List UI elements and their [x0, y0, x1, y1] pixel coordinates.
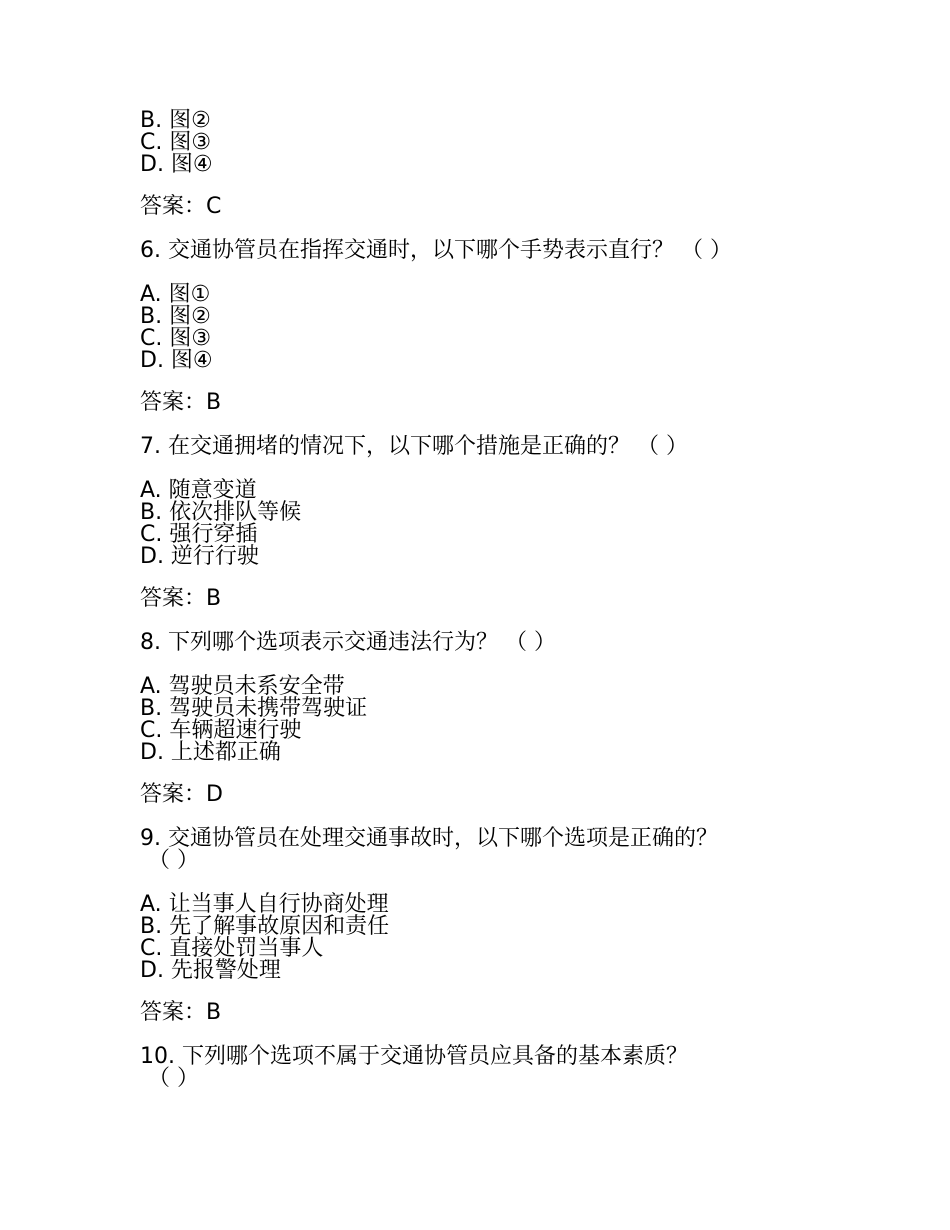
question-6: 6. 交通协管员在指挥交通时，以下哪个手势表示直行？ （ ）: [140, 238, 732, 263]
q6-answer: 答案：B: [140, 390, 222, 415]
answer: 答案：C: [140, 194, 222, 219]
q7-answer: 答案：B: [140, 586, 222, 611]
q8-option-c: C. 车辆超速行驶: [140, 718, 302, 743]
question-10-blank: （ ）: [148, 1066, 199, 1091]
question-10: 10. 下列哪个选项不属于交通协管员应具备的基本素质？: [140, 1044, 688, 1069]
q9-option-a: A. 让当事人自行协商处理: [140, 892, 389, 917]
q7-option-d: D. 逆行行驶: [140, 544, 259, 569]
option-c: C. 图③: [140, 130, 212, 155]
q6-option-b: B. 图②: [140, 304, 211, 329]
q6-option-a: A. 图①: [140, 282, 211, 307]
q7-option-c: C. 强行穿插: [140, 522, 258, 547]
q8-option-a: A. 驾驶员未系安全带: [140, 674, 345, 699]
q9-option-c: C. 直接处罚当事人: [140, 936, 324, 961]
question-7: 7. 在交通拥堵的情况下，以下哪个措施是正确的？ （ ）: [140, 434, 688, 459]
q9-answer: 答案：B: [140, 1000, 222, 1025]
q8-answer: 答案：D: [140, 782, 223, 807]
option-b: B. 图②: [140, 108, 211, 133]
q8-option-d: D. 上述都正确: [140, 740, 281, 765]
q6-option-c: C. 图③: [140, 326, 212, 351]
question-9: 9. 交通协管员在处理交通事故时，以下哪个选项是正确的？: [140, 826, 718, 851]
q9-option-d: D. 先报警处理: [140, 958, 281, 983]
q7-option-b: B. 依次排队等候: [140, 500, 302, 525]
q7-option-a: A. 随意变道: [140, 478, 257, 503]
q6-option-d: D. 图④: [140, 348, 213, 373]
q8-option-b: B. 驾驶员未携带驾驶证: [140, 696, 368, 721]
option-d: D. 图④: [140, 152, 213, 177]
question-9-blank: （ ）: [148, 848, 199, 873]
question-8: 8. 下列哪个选项表示交通违法行为？ （ ）: [140, 630, 556, 655]
q9-option-b: B. 先了解事故原因和责任: [140, 914, 390, 939]
